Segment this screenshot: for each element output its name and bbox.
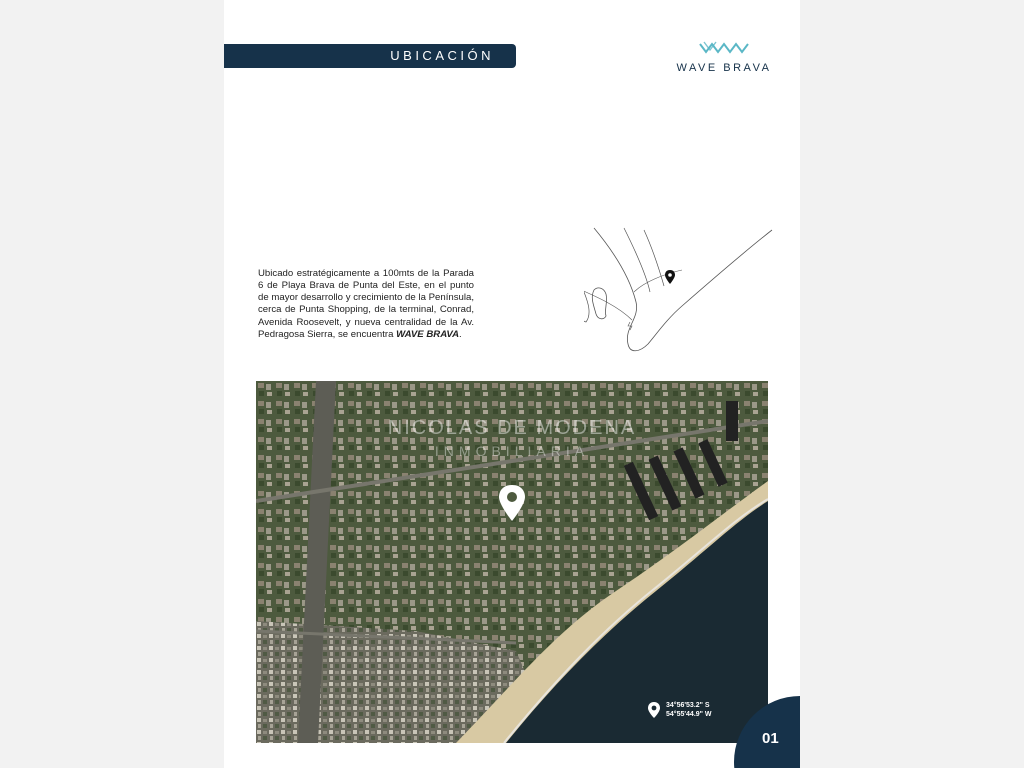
intro-highlight: WAVE BRAVA (396, 329, 460, 341)
location-sketch-map (584, 222, 774, 362)
watermark-title: NICOLAS DE MODENA (387, 417, 637, 439)
section-header-bar (224, 44, 516, 68)
coordinate-latitude: 34°56'53.2" S (666, 702, 710, 709)
aerial-map (256, 381, 768, 743)
intro-paragraph (258, 268, 474, 342)
location-pin-icon (665, 270, 675, 284)
intro-end: . (459, 329, 462, 341)
coordinates (666, 701, 712, 719)
brand-name: WAVE BRAVA (676, 62, 772, 74)
intro-text: Ubicado estratégicamente a 100mts de la Parada 6 de Playa Brava de Punta del Este, en el punto de mayor desarrollo y crecimiento de la Península, cerca de Punta Shopping, de la terminal, Conrad, Avenida Roosevelt, y nueva centralidad de la Av. Pedragosa Sierra, se encuentra (258, 267, 474, 341)
watermark-subtitle: INMOBILIARIA (434, 443, 590, 459)
page-number: 01 (762, 730, 779, 747)
document-page (224, 0, 800, 768)
section-title: UBICACIÓN (390, 48, 494, 63)
coordinate-longitude: 54°55'44.9" W (666, 711, 712, 718)
brand-logo (674, 38, 774, 78)
wave-logo-icon (698, 38, 750, 58)
coordinates-pin-icon (648, 702, 660, 718)
